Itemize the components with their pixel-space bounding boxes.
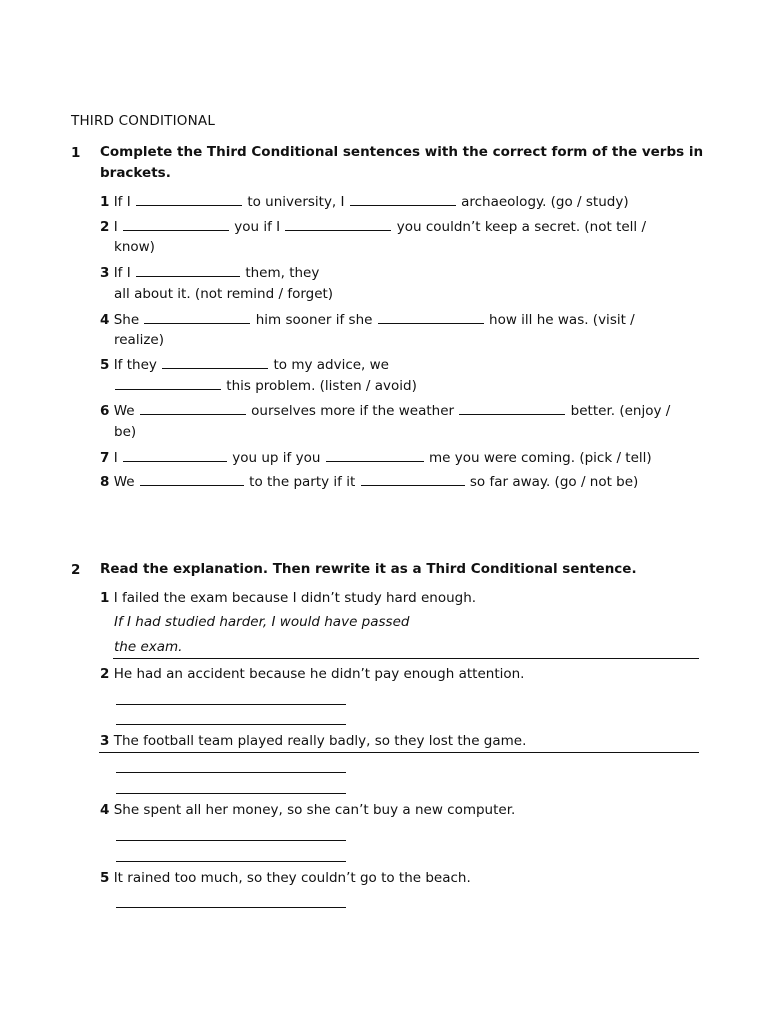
- item-text-continued: know): [114, 239, 155, 255]
- ex2-item-1: [100, 590, 476, 606]
- answer-blank[interactable]: [123, 218, 229, 231]
- worksheet-title: THIRD CONDITIONAL: [71, 113, 216, 129]
- item-text: you up if you: [232, 450, 321, 466]
- item-number: 5: [100, 870, 110, 886]
- answer-line[interactable]: [116, 772, 346, 773]
- item-number: 1: [100, 194, 110, 210]
- answer-blank[interactable]: [459, 402, 565, 415]
- item-text: you if I: [234, 219, 281, 235]
- ex1-item-7: [100, 449, 652, 466]
- item-text: him sooner if she: [255, 312, 373, 328]
- ex1-item-4: [100, 311, 635, 328]
- item-text: ourselves more if the weather: [251, 403, 455, 419]
- example-answer-line-1: If I had studied harder, I would have passed: [114, 614, 410, 630]
- item-text-continued: all about it. (not remind / forget): [114, 286, 334, 302]
- ex2-item-2: [100, 666, 524, 682]
- ex1-item-8: [100, 473, 638, 490]
- item-text: how ill he was. (visit /: [489, 312, 635, 328]
- item-number: 3: [100, 265, 110, 281]
- exercise-2-instruction: Read the explanation. Then rewrite it as a Third Conditional sentence.: [100, 561, 637, 577]
- ex1-item-6: [100, 402, 670, 419]
- item-text: archaeology. (go / study): [461, 194, 629, 210]
- item-text: to the party if it: [249, 474, 356, 490]
- answer-line[interactable]: [116, 724, 346, 725]
- item-number: 7: [100, 450, 110, 466]
- answer-blank[interactable]: [285, 218, 391, 231]
- item-number: 8: [100, 474, 110, 490]
- answer-blank[interactable]: [136, 193, 242, 206]
- item-text: to my advice, we: [273, 357, 389, 373]
- ex2-item-5: [100, 870, 471, 886]
- item-text: She spent all her money, so she can’t buy a new computer.: [113, 802, 516, 818]
- item-number: 4: [100, 312, 110, 328]
- ex1-item-2: [100, 218, 646, 235]
- item-number: 6: [100, 403, 110, 419]
- exercise-1-number: 1: [71, 145, 81, 161]
- answer-blank[interactable]: [361, 473, 465, 486]
- divider-line: [113, 658, 699, 659]
- item-text: It rained too much, so they couldn’t go to the beach.: [113, 870, 471, 886]
- answer-blank[interactable]: [326, 449, 424, 462]
- item-text: She: [113, 312, 140, 328]
- ex1-item-3: [100, 264, 319, 281]
- answer-blank[interactable]: [350, 193, 456, 206]
- answer-line[interactable]: [116, 840, 346, 841]
- item-text: We: [113, 474, 135, 490]
- answer-blank[interactable]: [144, 311, 250, 324]
- ex2-item-3: [100, 733, 526, 749]
- item-number: 4: [100, 802, 110, 818]
- item-text: If I: [113, 194, 131, 210]
- answer-line[interactable]: [116, 704, 346, 705]
- item-text: The football team played really badly, so they lost the game.: [113, 733, 527, 749]
- ex1-item-1: [100, 193, 629, 210]
- answer-blank[interactable]: [140, 473, 244, 486]
- exercise-2-number: 2: [71, 562, 81, 578]
- item-text: them, they: [245, 265, 320, 281]
- item-text: I: [113, 450, 118, 466]
- item-number: 2: [100, 666, 110, 682]
- item-number: 5: [100, 357, 110, 373]
- item-text-continued: be): [114, 424, 137, 440]
- answer-line[interactable]: [116, 793, 346, 794]
- item-text: to university, I: [247, 194, 345, 210]
- item-text: I failed the exam because I didn’t study hard enough.: [113, 590, 477, 606]
- answer-blank[interactable]: [115, 377, 221, 390]
- item-text: I: [113, 219, 118, 235]
- item-number: 2: [100, 219, 110, 235]
- item-text: so far away. (go / not be): [469, 474, 639, 490]
- item-text: If they: [113, 357, 157, 373]
- item-text: We: [113, 403, 135, 419]
- divider-line: [99, 752, 699, 753]
- item-text: better. (enjoy /: [570, 403, 671, 419]
- item-number: 1: [100, 590, 110, 606]
- item-number: 3: [100, 733, 110, 749]
- ex2-item-4: [100, 802, 515, 818]
- item-text: me you were coming. (pick / tell): [429, 450, 652, 466]
- answer-blank[interactable]: [378, 311, 484, 324]
- item-text: you couldn’t keep a secret. (not tell /: [396, 219, 647, 235]
- item-text-continued: realize): [114, 332, 164, 348]
- ex1-item-5-continued: [114, 377, 417, 394]
- answer-line[interactable]: [116, 907, 346, 908]
- item-text: If I: [113, 265, 131, 281]
- exercise-1-instruction: Complete the Third Conditional sentences with the correct form of the verbs in brackets.: [100, 144, 704, 181]
- ex1-item-5: [100, 356, 389, 373]
- example-answer-line-2: the exam.: [114, 639, 183, 655]
- answer-blank[interactable]: [162, 356, 268, 369]
- item-text: this problem. (listen / avoid): [226, 378, 417, 394]
- answer-blank[interactable]: [123, 449, 227, 462]
- answer-blank[interactable]: [140, 402, 246, 415]
- item-text: He had an accident because he didn’t pay enough attention.: [113, 666, 525, 682]
- answer-line[interactable]: [116, 861, 346, 862]
- answer-blank[interactable]: [136, 264, 240, 277]
